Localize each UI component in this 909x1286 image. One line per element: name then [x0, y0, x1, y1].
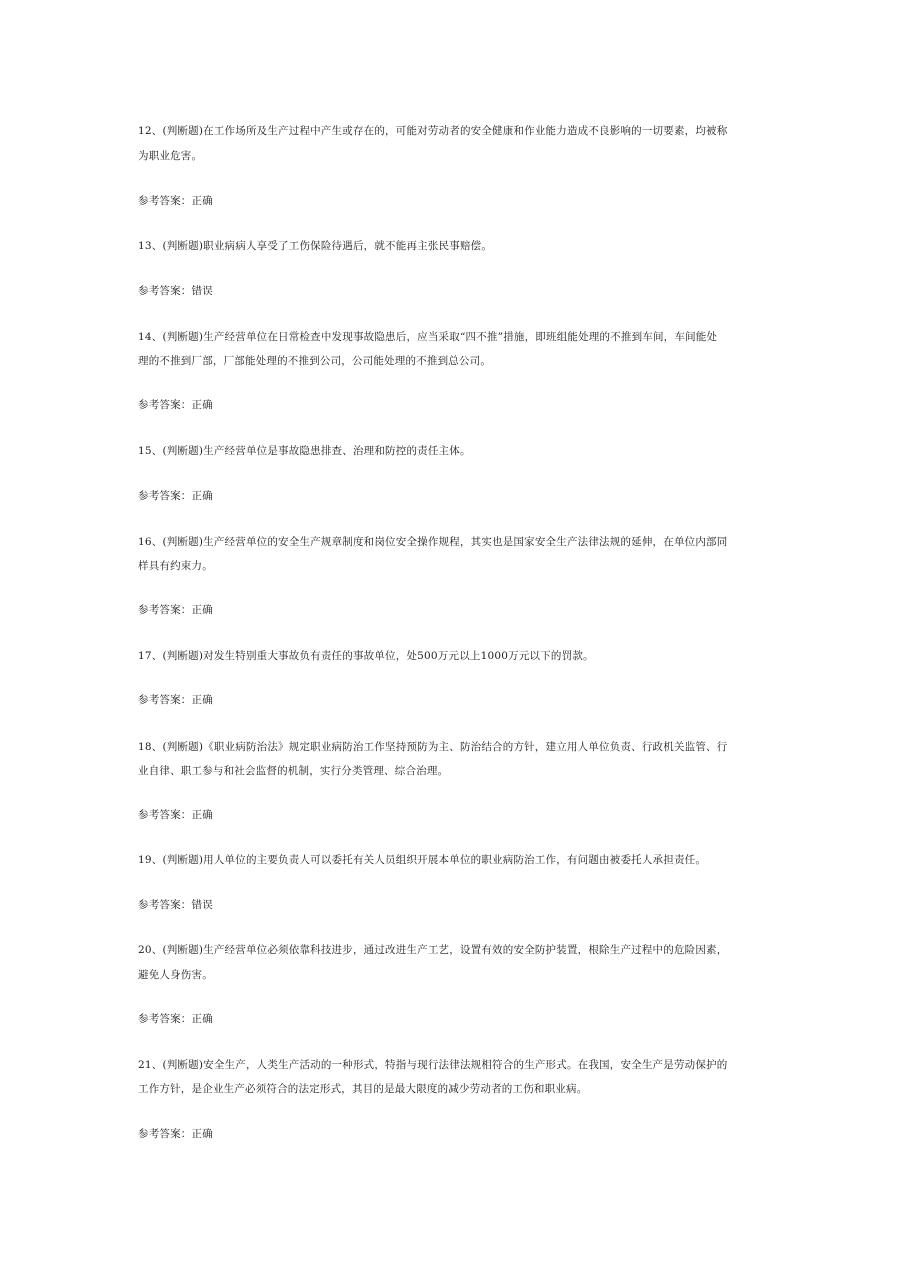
question-12-answer: 参考答案：正确 — [138, 195, 213, 207]
question-15-text-line-1: 15、(判断题)生产经营单位是事故隐患排查、治理和防控的责任主体。 — [138, 445, 471, 457]
question-21-answer: 参考答案：正确 — [138, 1128, 213, 1140]
question-14-text-line-2: 理的不推到厂部，厂部能处理的不推到公司，公司能处理的不推到总公司。 — [138, 355, 492, 367]
question-13-answer: 参考答案：错误 — [138, 285, 213, 297]
question-12-text-line-1: 12、(判断题)在工作场所及生产过程中产生或存在的，可能对劳动者的安全健康和作业能力造成不良影响的一切要素，均被称 — [138, 125, 728, 137]
question-21-text-line-2: 工作方针，是企业生产必须符合的法定形式，其目的是最大限度的减少劳动者的工伤和职业病。 — [138, 1083, 588, 1095]
question-20-answer: 参考答案：正确 — [138, 1013, 213, 1025]
question-14-answer: 参考答案：正确 — [138, 399, 213, 411]
question-12-text-line-2: 为职业危害。 — [138, 150, 203, 162]
question-14-text-line-1: 14、(判断题)生产经营单位在日常检查中发现事故隐患后，应当采取“四不推”措施，即班组能处理的不推到车间，车间能处 — [138, 331, 718, 343]
question-20-text-line-2: 避免人身伤害。 — [138, 969, 213, 981]
question-16-text-line-2: 样具有约束力。 — [138, 560, 213, 572]
question-18-answer: 参考答案：正确 — [138, 809, 213, 821]
question-21-text-line-1: 21、(判断题)安全生产，人类生产活动的一种形式，特指与现行法律法规相符合的生产形式。在我国，安全生产是劳动保护的 — [138, 1059, 728, 1071]
question-18-text-line-1: 18、(判断题)《职业病防治法》规定职业病防治工作坚持预防为主、防治结合的方针，建立用人单位负责、行政机关监管、行 — [138, 741, 728, 753]
question-17-answer: 参考答案：正确 — [138, 694, 213, 706]
question-13-text-line-1: 13、(判断题)职业病病人享受了工伤保险待遇后，就不能再主张民事赔偿。 — [138, 240, 493, 252]
question-16-text-line-1: 16、(判断题)生产经营单位的安全生产规章制度和岗位安全操作规程，其实也是国家安全生产法律法规的延伸，在单位内部同 — [138, 536, 728, 548]
question-18-text-line-2: 业自律、职工参与和社会监督的机制，实行分类管理、综合治理。 — [138, 765, 449, 777]
question-15-answer: 参考答案：正确 — [138, 490, 213, 502]
question-19-text-line-1: 19、(判断题)用人单位的主要负责人可以委托有关人员组织开展本单位的职业病防治工作，有问题由被委托人承担责任。 — [138, 854, 707, 866]
question-20-text-line-1: 20、(判断题)生产经营单位必须依靠科技进步，通过改进生产工艺，设置有效的安全防护装置，根除生产过程中的危险因素， — [138, 944, 728, 956]
question-17-text-line-1: 17、(判断题)对发生特别重大事故负有责任的事故单位，处500万元以上1000万元以下的罚款。 — [138, 650, 594, 662]
question-16-answer: 参考答案：正确 — [138, 604, 213, 616]
question-19-answer: 参考答案：错误 — [138, 899, 213, 911]
